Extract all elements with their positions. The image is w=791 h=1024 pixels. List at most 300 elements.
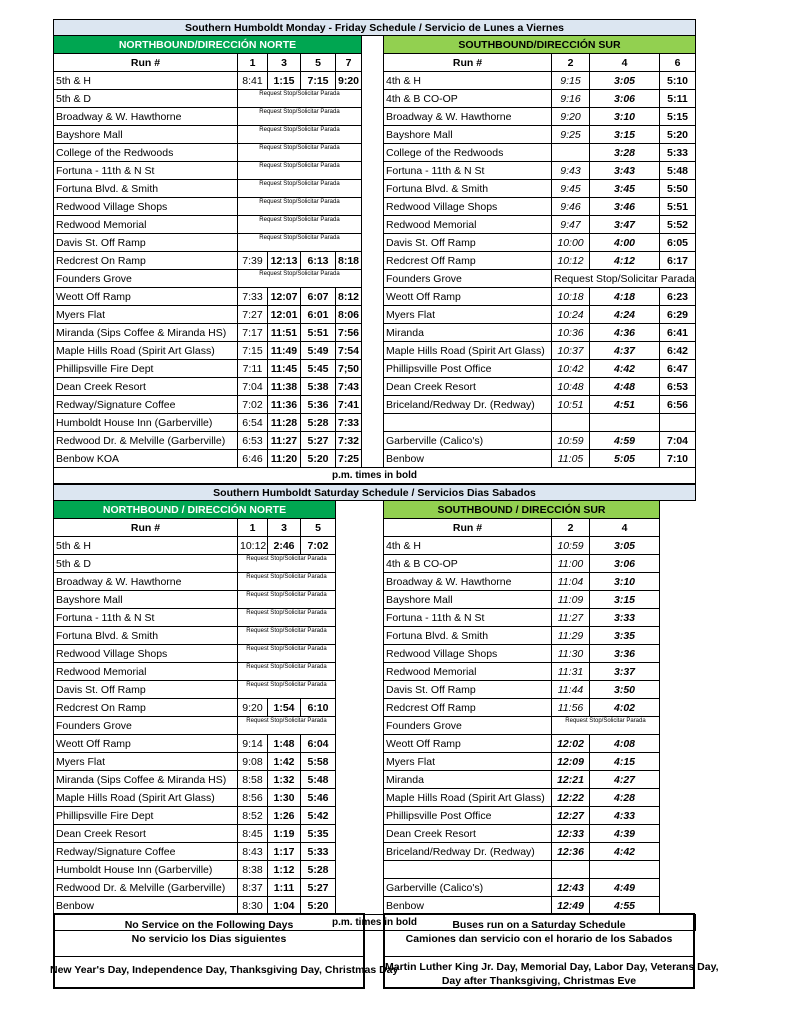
north-stop-name: Redcrest On Ramp	[54, 699, 238, 717]
request-stop-note: Request Stop/Solicitar Parada	[552, 270, 696, 288]
north-run-number: 1	[238, 519, 268, 537]
south-time: 9:15	[552, 72, 590, 90]
south-stop-name	[384, 414, 552, 432]
no-service-days: New Year's Day, Independence Day, Thanksgiving Day, Christmas Day	[50, 964, 399, 976]
north-time: 1:12	[268, 861, 301, 879]
south-stop-name: Miranda	[384, 324, 552, 342]
north-stop-name: Miranda (Sips Coffee & Miranda HS)	[54, 324, 238, 342]
north-stop-name: Redwood Memorial	[54, 216, 238, 234]
request-stop-note: Request Stop/Solicitar Parada	[238, 180, 362, 198]
north-stop-name: Maple Hills Road (Spirit Art Glass)	[54, 342, 238, 360]
request-stop-note: Request Stop/Solicitar Parada	[238, 270, 362, 288]
north-run-number: 3	[268, 519, 301, 537]
south-time: 4:55	[590, 897, 660, 915]
column-gap	[336, 897, 384, 915]
southbound-header: SOUTHBOUND/DIRECCIÓN SUR	[384, 36, 696, 54]
south-time: 4:33	[590, 807, 660, 825]
request-stop-note: Request Stop/Solicitar Parada	[238, 126, 362, 144]
south-time: 12:22	[552, 789, 590, 807]
north-stop-name: Humboldt House Inn (Garberville)	[54, 414, 238, 432]
south-time: 4:42	[590, 843, 660, 861]
column-gap	[660, 717, 696, 735]
north-time: 2:46	[268, 537, 301, 555]
south-time: 3:43	[590, 162, 660, 180]
request-stop-note: Request Stop/Solicitar Parada	[238, 627, 336, 645]
stop-row	[54, 609, 696, 627]
south-time: 9:43	[552, 162, 590, 180]
south-time: 5:52	[660, 216, 696, 234]
request-stop-note: Request Stop/Solicitar Parada	[238, 144, 362, 162]
column-gap	[660, 681, 696, 699]
northbound-header: NORTHBOUND / DIRECCIÓN NORTE	[54, 501, 336, 519]
north-stop-name: 5th & D	[54, 90, 238, 108]
south-run-label: Run #	[384, 54, 552, 72]
south-time: 3:06	[590, 90, 660, 108]
south-time: 7:04	[660, 432, 696, 450]
stop-row	[54, 72, 696, 90]
south-time: 4:28	[590, 789, 660, 807]
column-gap	[362, 54, 384, 72]
column-gap	[336, 717, 384, 735]
south-stop-name: Benbow	[384, 450, 552, 468]
north-stop-name: Founders Grove	[54, 270, 238, 288]
south-time: 3:50	[590, 681, 660, 699]
north-stop-name: Myers Flat	[54, 753, 238, 771]
south-time	[552, 414, 590, 432]
request-stop-note: Request Stop/Solicitar Parada	[238, 108, 362, 126]
south-stop-name: Phillipsville Post Office	[384, 807, 552, 825]
north-time: 11:20	[268, 450, 301, 468]
stop-row	[54, 414, 696, 432]
column-gap	[660, 879, 696, 897]
north-time: 8:41	[238, 72, 268, 90]
south-time: 11:30	[552, 645, 590, 663]
pm-bold-note-row	[54, 468, 696, 484]
north-stop-name: Broadway & W. Hawthorne	[54, 108, 238, 126]
stop-row	[54, 162, 696, 180]
stop-row	[54, 645, 696, 663]
no-service-title-es: No servicio los Dias siguientes	[131, 933, 287, 945]
stop-row	[54, 573, 696, 591]
south-time: 6:23	[660, 288, 696, 306]
saturday-schedule-title-en: Buses run on a Saturday Schedule	[452, 919, 626, 931]
north-time: 6:53	[238, 432, 268, 450]
north-time: 5:46	[301, 789, 336, 807]
request-stop-note: Request Stop/Solicitar Parada	[238, 717, 336, 735]
column-gap	[336, 861, 384, 879]
south-time: 12:36	[552, 843, 590, 861]
column-gap	[660, 807, 696, 825]
north-time: 5:45	[301, 360, 336, 378]
stop-row	[54, 342, 696, 360]
south-time: 9:46	[552, 198, 590, 216]
south-time	[590, 861, 660, 879]
south-stop-name: Phillipsville Post Office	[384, 360, 552, 378]
request-stop-note: Request Stop/Solicitar Parada	[238, 198, 362, 216]
south-time: 10:24	[552, 306, 590, 324]
southbound-header: SOUTHBOUND / DIRECCIÓN SUR	[384, 501, 660, 519]
north-run-label: Run #	[54, 54, 238, 72]
stop-row	[54, 825, 696, 843]
column-gap	[336, 735, 384, 753]
north-time: 5:20	[301, 897, 336, 915]
north-time: 6:07	[301, 288, 336, 306]
north-stop-name: 5th & H	[54, 72, 238, 90]
stop-row	[54, 591, 696, 609]
request-stop-note: Request Stop/Solicitar Parada	[238, 216, 362, 234]
column-gap	[336, 627, 384, 645]
stop-row	[54, 360, 696, 378]
south-time: 3:45	[590, 180, 660, 198]
south-time: 3:47	[590, 216, 660, 234]
south-time: 3:05	[590, 537, 660, 555]
north-stop-name: 5th & D	[54, 555, 238, 573]
south-stop-name: Fortuna - 11th & N St	[384, 162, 552, 180]
north-time: 7:39	[238, 252, 268, 270]
south-time: 4:02	[590, 699, 660, 717]
stop-row	[54, 735, 696, 753]
column-gap	[336, 771, 384, 789]
north-time: 6:10	[301, 699, 336, 717]
south-time: 11:31	[552, 663, 590, 681]
column-gap	[660, 861, 696, 879]
request-stop-note: Request Stop/Solicitar Parada	[238, 681, 336, 699]
request-stop-note: Request Stop/Solicitar Parada	[238, 663, 336, 681]
south-time: 9:20	[552, 108, 590, 126]
north-time: 1:48	[268, 735, 301, 753]
north-time: 9:20	[336, 72, 362, 90]
request-stop-note: Request Stop/Solicitar Parada	[238, 555, 336, 573]
stop-row	[54, 288, 696, 306]
south-run-number: 4	[590, 54, 660, 72]
column-gap	[660, 627, 696, 645]
north-time: 7:11	[238, 360, 268, 378]
south-stop-name: Miranda	[384, 771, 552, 789]
stop-row	[54, 432, 696, 450]
north-time: 8:18	[336, 252, 362, 270]
south-stop-name: Redcrest Off Ramp	[384, 252, 552, 270]
stop-row	[54, 396, 696, 414]
north-time: 7;50	[336, 360, 362, 378]
stop-row	[54, 627, 696, 645]
south-time: 4:48	[590, 378, 660, 396]
south-time: 4:27	[590, 771, 660, 789]
north-time: 12:01	[268, 306, 301, 324]
north-time: 7:02	[301, 537, 336, 555]
stop-row	[54, 897, 696, 915]
south-stop-name: Fortuna Blvd. & Smith	[384, 180, 552, 198]
column-gap	[336, 555, 384, 573]
north-time: 6:04	[301, 735, 336, 753]
column-gap	[362, 108, 384, 126]
south-time: 4:15	[590, 753, 660, 771]
saturday-schedule-days-line-1: Martin Luther King Jr. Day, Memorial Day, Labor Day, Veterans Day,	[385, 961, 719, 973]
stop-row	[54, 861, 696, 879]
weekday-schedule-table	[53, 19, 696, 484]
stop-row	[54, 234, 696, 252]
south-stop-name: 4th & B CO-OP	[384, 555, 552, 573]
south-stop-name: Redcrest Off Ramp	[384, 699, 552, 717]
north-time: 6:46	[238, 450, 268, 468]
south-time: 3:36	[590, 645, 660, 663]
south-time: 5:20	[660, 126, 696, 144]
column-gap	[336, 789, 384, 807]
north-stop-name: Fortuna - 11th & N St	[54, 609, 238, 627]
run-number-row	[54, 519, 696, 537]
column-gap	[336, 879, 384, 897]
north-run-number: 5	[301, 54, 336, 72]
south-stop-name: Founders Grove	[384, 270, 552, 288]
south-time: 7:10	[660, 450, 696, 468]
north-stop-name: Weott Off Ramp	[54, 288, 238, 306]
north-time: 1:19	[268, 825, 301, 843]
south-time: 6:53	[660, 378, 696, 396]
north-time: 1:54	[268, 699, 301, 717]
south-time: 6:47	[660, 360, 696, 378]
south-time: 5:15	[660, 108, 696, 126]
south-run-label: Run #	[384, 519, 552, 537]
column-gap	[336, 663, 384, 681]
south-time: 12:33	[552, 825, 590, 843]
stop-row	[54, 681, 696, 699]
column-gap	[362, 90, 384, 108]
request-stop-note: Request Stop/Solicitar Parada	[238, 162, 362, 180]
south-time: 3:10	[590, 573, 660, 591]
north-stop-name: Weott Off Ramp	[54, 735, 238, 753]
north-stop-name: Dean Creek Resort	[54, 825, 238, 843]
column-gap	[660, 771, 696, 789]
column-gap	[660, 537, 696, 555]
north-time: 5:33	[301, 843, 336, 861]
column-gap	[362, 36, 384, 54]
south-stop-name: 4th & B CO-OP	[384, 90, 552, 108]
north-time: 7:54	[336, 342, 362, 360]
south-time: 6:41	[660, 324, 696, 342]
south-time: 10:36	[552, 324, 590, 342]
north-time: 1:42	[268, 753, 301, 771]
south-time: 4:37	[590, 342, 660, 360]
north-stop-name: Phillipsville Fire Dept	[54, 807, 238, 825]
direction-header-row	[54, 501, 696, 519]
north-time: 5:27	[301, 879, 336, 897]
northbound-header: NORTHBOUND/DIRECCIÓN NORTE	[54, 36, 362, 54]
column-gap	[362, 126, 384, 144]
south-stop-name: Redwood Village Shops	[384, 645, 552, 663]
north-time: 1:30	[268, 789, 301, 807]
stop-row	[54, 555, 696, 573]
north-time: 6:13	[301, 252, 336, 270]
north-stop-name: Bayshore Mall	[54, 591, 238, 609]
south-stop-name: College of the Redwoods	[384, 144, 552, 162]
south-stop-name: Dean Creek Resort	[384, 378, 552, 396]
south-time: 11:09	[552, 591, 590, 609]
north-time: 5:28	[301, 861, 336, 879]
north-stop-name: Davis St. Off Ramp	[54, 234, 238, 252]
south-stop-name: Briceland/Redway Dr. (Redway)	[384, 396, 552, 414]
south-stop-name: Redwood Village Shops	[384, 198, 552, 216]
stop-row	[54, 216, 696, 234]
north-run-number: 3	[268, 54, 301, 72]
south-time: 11:29	[552, 627, 590, 645]
north-time: 7:15	[301, 72, 336, 90]
column-gap	[362, 324, 384, 342]
south-stop-name: Davis St. Off Ramp	[384, 681, 552, 699]
column-gap	[660, 645, 696, 663]
column-gap	[660, 825, 696, 843]
north-time: 1:15	[268, 72, 301, 90]
schedule-title: Southern Humboldt Saturday Schedule / Servicios Dias Sabados	[54, 485, 696, 501]
request-stop-note: Request Stop/Solicitar Parada	[238, 234, 362, 252]
north-stop-name: Redway/Signature Coffee	[54, 843, 238, 861]
north-time: 8:56	[238, 789, 268, 807]
south-stop-name: Bayshore Mall	[384, 591, 552, 609]
north-stop-name: Redwood Memorial	[54, 663, 238, 681]
column-gap	[660, 735, 696, 753]
south-stop-name: Weott Off Ramp	[384, 288, 552, 306]
column-gap	[362, 180, 384, 198]
north-run-number: 1	[238, 54, 268, 72]
south-stop-name: Briceland/Redway Dr. (Redway)	[384, 843, 552, 861]
north-time: 7:04	[238, 378, 268, 396]
south-stop-name: Davis St. Off Ramp	[384, 234, 552, 252]
north-time: 7:15	[238, 342, 268, 360]
north-time: 5:58	[301, 753, 336, 771]
stop-row	[54, 378, 696, 396]
run-number-row	[54, 54, 696, 72]
south-time: 4:49	[590, 879, 660, 897]
south-run-number: 6	[660, 54, 696, 72]
south-time: 3:35	[590, 627, 660, 645]
south-stop-name: Maple Hills Road (Spirit Art Glass)	[384, 342, 552, 360]
schedule-title: Southern Humboldt Monday - Friday Schedule / Servicio de Lunes a Viernes	[54, 20, 696, 36]
stop-row	[54, 198, 696, 216]
north-time: 7:17	[238, 324, 268, 342]
south-time: 3:10	[590, 108, 660, 126]
column-gap	[660, 789, 696, 807]
south-time: 12:21	[552, 771, 590, 789]
request-stop-note: Request Stop/Solicitar Parada	[238, 645, 336, 663]
south-stop-name: Maple Hills Road (Spirit Art Glass)	[384, 789, 552, 807]
north-time: 5:51	[301, 324, 336, 342]
north-stop-name: Dean Creek Resort	[54, 378, 238, 396]
column-gap	[336, 843, 384, 861]
south-time: 4:59	[590, 432, 660, 450]
south-time: 5:33	[660, 144, 696, 162]
north-stop-name: Redcrest On Ramp	[54, 252, 238, 270]
north-time: 5:49	[301, 342, 336, 360]
south-stop-name: Garberville (Calico's)	[384, 879, 552, 897]
column-gap	[660, 699, 696, 717]
south-stop-name: 4th & H	[384, 537, 552, 555]
north-stop-name: Founders Grove	[54, 717, 238, 735]
south-time: 10:42	[552, 360, 590, 378]
column-gap	[336, 591, 384, 609]
south-time: 5:51	[660, 198, 696, 216]
south-stop-name: 4th & H	[384, 72, 552, 90]
south-time: 6:42	[660, 342, 696, 360]
north-time: 9:14	[238, 735, 268, 753]
south-time: 10:00	[552, 234, 590, 252]
south-time: 11:56	[552, 699, 590, 717]
south-run-number: 4	[590, 519, 660, 537]
north-stop-name: Davis St. Off Ramp	[54, 681, 238, 699]
south-time: 11:44	[552, 681, 590, 699]
column-gap	[336, 753, 384, 771]
column-gap	[362, 72, 384, 90]
south-time: 11:27	[552, 609, 590, 627]
request-stop-note: Request Stop/Solicitar Parada	[238, 573, 336, 591]
request-stop-note: Request Stop/Solicitar Parada	[238, 591, 336, 609]
north-stop-name: Maple Hills Road (Spirit Art Glass)	[54, 789, 238, 807]
north-time: 8:37	[238, 879, 268, 897]
south-stop-name: Myers Flat	[384, 306, 552, 324]
south-stop-name: Myers Flat	[384, 753, 552, 771]
column-gap	[362, 450, 384, 468]
south-time: 4:18	[590, 288, 660, 306]
north-time: 7:41	[336, 396, 362, 414]
column-gap	[660, 555, 696, 573]
north-stop-name: Miranda (Sips Coffee & Miranda HS)	[54, 771, 238, 789]
column-gap	[660, 753, 696, 771]
column-gap	[660, 519, 696, 537]
south-time: 5:05	[590, 450, 660, 468]
stop-row	[54, 699, 696, 717]
north-stop-name: Broadway & W. Hawthorne	[54, 573, 238, 591]
stop-row	[54, 180, 696, 198]
south-time	[660, 414, 696, 432]
north-time: 5:38	[301, 378, 336, 396]
north-time: 7:43	[336, 378, 362, 396]
north-time: 11:28	[268, 414, 301, 432]
north-time: 5:20	[301, 450, 336, 468]
saturday-schedule-table	[53, 484, 696, 931]
column-gap	[336, 699, 384, 717]
saturday-schedule-days-box	[383, 913, 719, 989]
south-time: 4:08	[590, 735, 660, 753]
column-gap	[660, 663, 696, 681]
column-gap	[362, 216, 384, 234]
north-time: 8:12	[336, 288, 362, 306]
stop-row	[54, 843, 696, 861]
north-stop-name: College of the Redwoods	[54, 144, 238, 162]
north-stop-name: 5th & H	[54, 537, 238, 555]
north-time: 9:08	[238, 753, 268, 771]
column-gap	[362, 270, 384, 288]
stop-row	[54, 90, 696, 108]
column-gap	[362, 396, 384, 414]
column-gap	[336, 825, 384, 843]
stop-row	[54, 252, 696, 270]
north-time: 7:25	[336, 450, 362, 468]
north-time: 5:35	[301, 825, 336, 843]
south-time: 9:16	[552, 90, 590, 108]
south-time: 12:43	[552, 879, 590, 897]
south-stop-name: Fortuna - 11th & N St	[384, 609, 552, 627]
north-stop-name: Redwood Dr. & Melville (Garberville)	[54, 879, 238, 897]
stop-row	[54, 879, 696, 897]
column-gap	[362, 432, 384, 450]
north-time: 1:11	[268, 879, 301, 897]
pm-bold-note: p.m. times in bold	[54, 915, 696, 931]
north-stop-name: Bayshore Mall	[54, 126, 238, 144]
north-time: 9:20	[238, 699, 268, 717]
column-gap	[362, 306, 384, 324]
no-service-title-en: No Service on the Following Days	[124, 919, 294, 931]
south-time: 9:47	[552, 216, 590, 234]
south-time: 11:00	[552, 555, 590, 573]
north-time: 8:06	[336, 306, 362, 324]
south-time: 3:15	[590, 126, 660, 144]
